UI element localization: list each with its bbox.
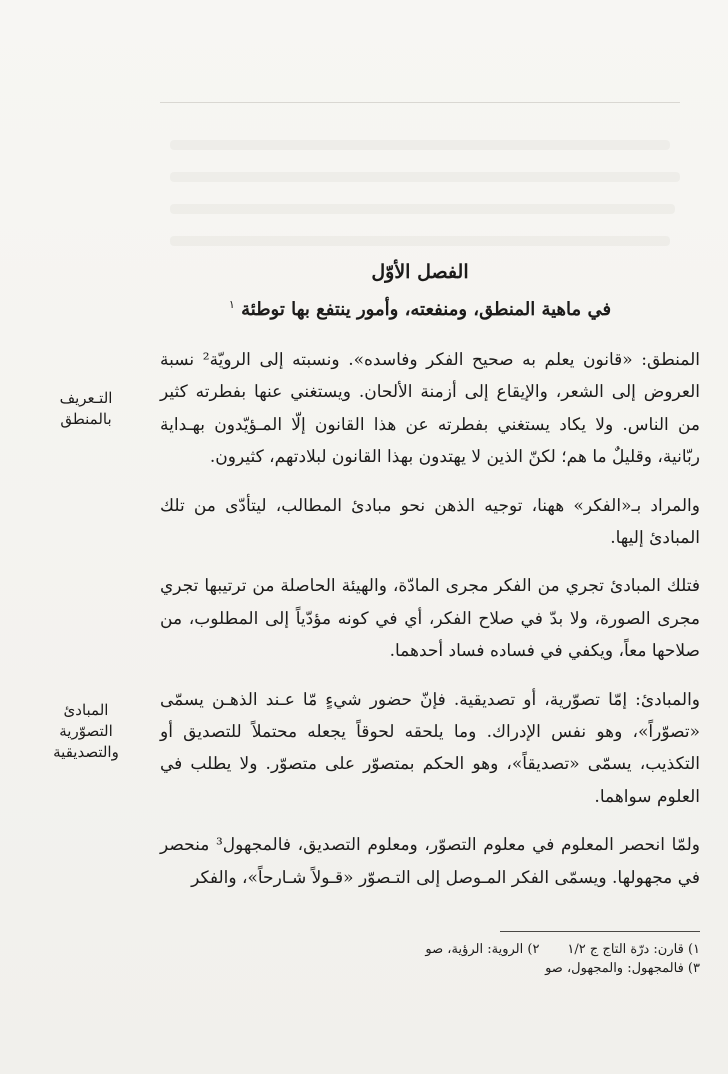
show-through-line bbox=[170, 140, 670, 150]
footnote-row bbox=[260, 959, 700, 978]
chapter-heading bbox=[160, 258, 680, 325]
show-through-line bbox=[170, 204, 675, 214]
footnote: ١) قارن: درّة التاج ج ١/٢ bbox=[567, 942, 700, 957]
paragraph: المنطق: «قانون يعلم به صحيح الفكر وفاسده». ونسبته إلى الرويّة² نسبة العروض إلى الشعر، والإيقاع إلى أزمنة الألحان. ويستغني عنها بفطرته كثير من الناس. ولا يكاد يستغني بفطرته عن هذا القانون إلّا المـؤيّدون بهـداية ربّانية، وقليلٌ ما هم؛ لكنّ الذين لا يهتدون بهذا القانون لبلادتهم، كثيرون. bbox=[160, 350, 701, 468]
page-header-rule bbox=[160, 82, 680, 103]
margin-note-line: بالمنطق bbox=[60, 410, 112, 428]
margin-note-definition bbox=[30, 388, 142, 430]
chapter-subtitle-text: في ماهية المنطق، ومنفعته، وأمور ينتفع بها توطئة bbox=[241, 299, 612, 320]
footnote-separator bbox=[500, 931, 700, 932]
paragraph: ولمّا انحصر المعلوم في معلوم التصوّر، ومعلوم التصديق، فالمجهول³ منحصر في مجهولها. ويسمّى الفكر المـوصل إلى التـصوّر «قـولاً شـارحاً»، والفكر bbox=[160, 835, 700, 888]
chapter-subtitle bbox=[160, 290, 680, 325]
show-through-line bbox=[170, 172, 680, 182]
margin-note-line: والتصديقية bbox=[53, 743, 119, 761]
footnote: ٣) فالمجهول: والمجهول، صو bbox=[545, 961, 700, 976]
show-through-line bbox=[170, 236, 670, 246]
chapter-title: الفصل الأوّل bbox=[371, 261, 469, 283]
footnote: ٢) الروية: الرؤية، صو bbox=[425, 942, 540, 957]
margin-note-line: المبادئ bbox=[63, 701, 109, 719]
margin-note-line: التـعريف bbox=[59, 389, 113, 407]
paragraph: فتلك المبادئ تجري من الفكر مجرى المادّة، والهيئة الحاصلة من ترتيبها تجري مجرى الصورة، ولا بدّ في صلاح الفكر، أي في كونه مؤدّياً إلى المطلوب، من صلاحها معاً، ويكفي في فساده فساد أحدهما. bbox=[160, 576, 700, 662]
body-text bbox=[160, 344, 700, 910]
margin-note-line: التصوّرية bbox=[59, 722, 113, 740]
margin-note-principles bbox=[30, 700, 142, 763]
paragraph: والمبادئ: إمّا تصوّرية، أو تصديقية. فإنّ حضور شيءٍ مّا عـند الذهـن يسمّى «تصوّراً»، وهو نفس الإدراك. وما يلحقه لحوقاً يجعله محتملاً للتصديق أو التكذيب، يسمّى «تصديقاً»، وهو الحكم بمتصوّر على متصوّر. ولا يطلب في العلوم سواهما. bbox=[160, 689, 700, 807]
footnote-mark: ١ bbox=[228, 298, 235, 311]
paragraph: والمراد بـ«الفكر» ههنا، توجيه الذهن نحو مبادئ المطالب، ليتأدّى من تلك المبادئ إليها. bbox=[160, 495, 700, 549]
footnotes bbox=[260, 940, 700, 978]
footnote-row bbox=[260, 940, 700, 959]
